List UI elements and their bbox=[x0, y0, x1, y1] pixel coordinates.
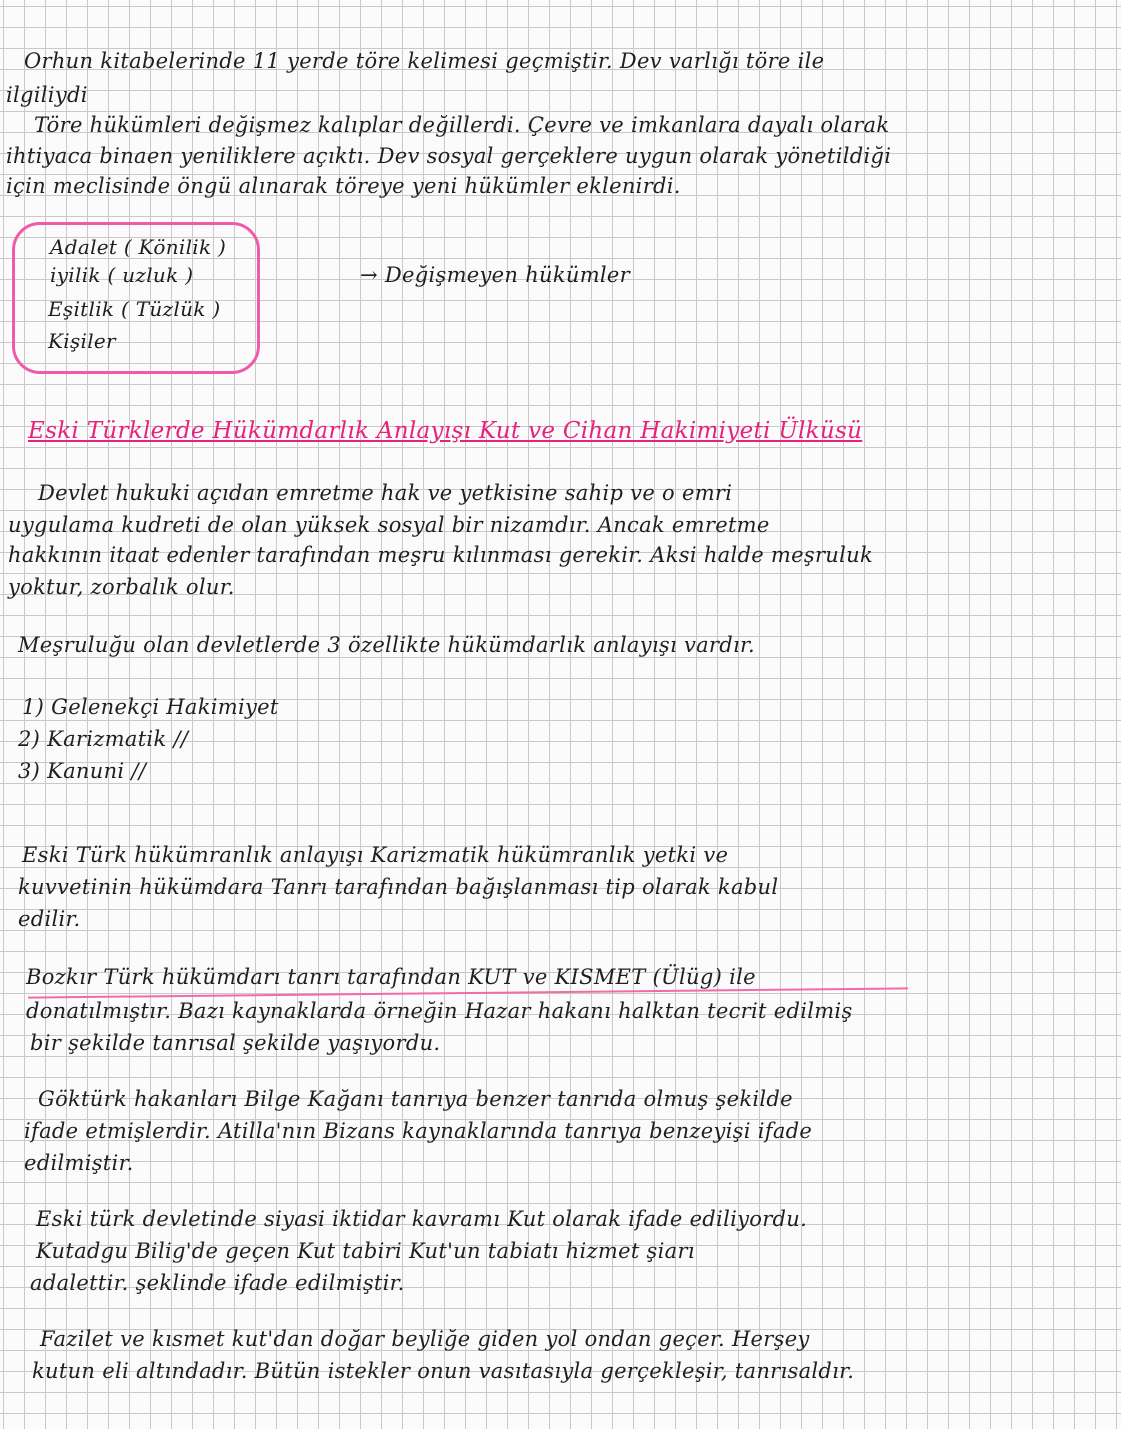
list-item-2: 2) Karizmatik // bbox=[18, 727, 189, 751]
para1-line-1: Orhun kitabelerinde 11 yerde töre kelimesi geçmiştir. Dev varlığı töre ile bbox=[24, 49, 825, 73]
para4-line-2: kuvvetinin hükümdara Tanrı tarafından bağışlanması tip olarak kabul bbox=[18, 875, 779, 899]
box-item-1: Adalet ( Könilik ) bbox=[50, 235, 227, 259]
box-item-2: iyilik ( uzluk ) bbox=[50, 263, 194, 287]
para1-line-3: Töre hükümleri değişmez kalıplar değillerdi. Çevre ve imkanlara dayalı olarak bbox=[34, 113, 890, 137]
para3: Meşruluğu olan devletlerde 3 özellikte hükümdarlık anlayışı vardır. bbox=[18, 633, 756, 657]
para8-line-2: kutun eli altındadır. Bütün istekler onun vasıtasıyla gerçekleşir, tanrısaldır. bbox=[32, 1359, 855, 1383]
para5-line-1: Bozkır Türk hükümdarı tanrı tarafından KUT ve KISMET (Ülüg) ile bbox=[26, 965, 756, 989]
para1-line-5: için meclisinde öngü alınarak töreye yeni hükümler eklenirdi. bbox=[6, 174, 681, 198]
para1-line-2: ilgiliydi bbox=[6, 83, 88, 107]
para6-line-3: edilmiştir. bbox=[24, 1151, 134, 1175]
para6-line-1: Göktürk hakanları Bilge Kağanı tanrıya benzer tanrıda olmuş şekilde bbox=[38, 1087, 793, 1111]
para7-line-3: adalettir. şeklinde ifade edilmiştir. bbox=[30, 1271, 405, 1295]
para7-line-1: Eski türk devletinde siyasi iktidar kavramı Kut olarak ifade ediliyordu. bbox=[36, 1207, 808, 1231]
para2-line-2: uygulama kudreti de olan yüksek sosyal bir nizamdır. Ancak emretme bbox=[8, 513, 770, 537]
para7-line-2: Kutadgu Bilig'de geçen Kut tabiri Kut'un tabiatı hizmet şiarı bbox=[36, 1239, 695, 1263]
section-heading: Eski Türklerde Hükümdarlık Anlayışı Kut ve Cihan Hakimiyeti Ülküsü bbox=[28, 418, 863, 444]
para8-line-1: Fazilet ve kısmet kut'dan doğar beyliğe giden yol ondan geçer. Herşey bbox=[40, 1327, 810, 1351]
box-item-3: Eşitlik ( Tüzlük ) bbox=[48, 297, 221, 321]
para6-line-2: ifade etmişlerdir. Atilla'nın Bizans kaynaklarında tanrıya benzeyişi ifade bbox=[24, 1119, 813, 1143]
list-item-1: 1) Gelenekçi Hakimiyet bbox=[22, 695, 279, 719]
para4-line-1: Eski Türk hükümranlık anlayışı Karizmatik hükümranlık yetki ve bbox=[22, 843, 729, 867]
para5-line-2: donatılmıştır. Bazı kaynaklarda örneğin Hazar hakanı halktan tecrit edilmiş bbox=[26, 999, 853, 1023]
list-item-3: 3) Kanuni // bbox=[18, 759, 147, 783]
para2-line-3: hakkının itaat edenler tarafından meşru kılınması gerekir. Aksi halde meşruluk bbox=[8, 543, 873, 567]
arrow-note: → Değişmeyen hükümler bbox=[360, 263, 630, 287]
para2-line-1: Devlet hukuki açıdan emretme hak ve yetkisine sahip ve o emri bbox=[38, 481, 733, 505]
para5-line-3: bir şekilde tanrısal şekilde yaşıyordu. bbox=[30, 1031, 441, 1055]
para2-line-4: yoktur, zorbalık olur. bbox=[8, 575, 235, 599]
para4-line-3: edilir. bbox=[18, 907, 81, 931]
box-item-4: Kişiler bbox=[48, 329, 116, 353]
para1-line-4: ihtiyaca binaen yeniliklere açıktı. Dev sosyal gerçeklere uygun olarak yönetildiği bbox=[6, 144, 892, 168]
